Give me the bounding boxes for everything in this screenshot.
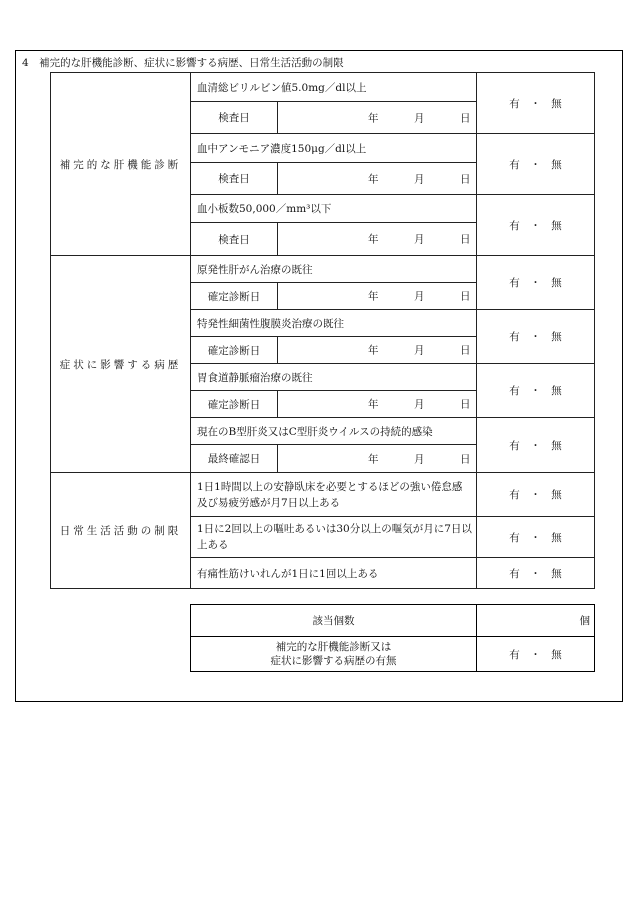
category-history-label: 症状に影響する病歴 — [51, 256, 191, 473]
date-field[interactable] — [278, 283, 477, 310]
yes-no-vomiting[interactable]: 有 ・ 無 — [477, 517, 595, 558]
item-hepatitis-infection: 現在のB型肝炎又はC型肝炎ウイルスの持続的感染 — [191, 418, 477, 445]
presence-label-line1: 補完的な肝機能診断又は — [275, 641, 392, 653]
yes-no-ammonia[interactable]: 有 ・ 無 — [477, 134, 595, 195]
category-daily-label: 日常生活活動の制限 — [51, 473, 191, 589]
item-varices: 胃食道静脈瘤治療の既往 — [191, 364, 477, 391]
category-liver-label: 補完的な肝機能診断 — [51, 73, 191, 256]
item-bilirubin: 血清総ビリルビン値5.0mg／dl以上 — [191, 73, 477, 102]
sub-label-test-date: 検査日 — [191, 102, 278, 134]
sub-label-diagnosis-date: 確定診断日 — [191, 337, 278, 364]
day-unit: 日 — [460, 453, 471, 465]
item-peritonitis: 特発性細菌性腹膜炎治療の既往 — [191, 310, 477, 337]
presence-label — [191, 637, 477, 672]
yes-no-varices[interactable]: 有 ・ 無 — [477, 364, 595, 418]
date-field[interactable] — [278, 337, 477, 364]
sub-label-test-date: 検査日 — [191, 163, 278, 195]
year-unit: 年 — [368, 453, 379, 465]
year-unit: 年 — [368, 112, 379, 124]
date-field[interactable] — [278, 102, 477, 134]
month-unit: 月 — [414, 173, 425, 185]
date-field[interactable] — [278, 445, 477, 473]
year-unit: 年 — [368, 290, 379, 303]
day-unit: 日 — [460, 112, 471, 124]
month-unit: 月 — [414, 290, 425, 303]
month-unit: 月 — [414, 453, 425, 465]
month-unit: 月 — [414, 112, 425, 124]
year-unit: 年 — [368, 173, 379, 185]
yes-no-hepatitis[interactable]: 有 ・ 無 — [477, 418, 595, 473]
date-field[interactable] — [278, 391, 477, 418]
yes-no-cramps[interactable]: 有 ・ 無 — [477, 558, 595, 589]
year-unit: 年 — [368, 398, 379, 411]
sub-label-diagnosis-date: 確定診断日 — [191, 283, 278, 310]
sub-label-last-confirmed-date: 最終確認日 — [191, 445, 278, 473]
yes-no-presence[interactable]: 有 ・ 無 — [477, 637, 595, 672]
presence-label-line2: 症状に影響する病歴の有無 — [270, 655, 397, 667]
year-unit: 年 — [368, 233, 379, 246]
date-field[interactable] — [278, 223, 477, 256]
item-ammonia: 血中アンモニア濃度150μg／dl以上 — [191, 134, 477, 163]
yes-no-liver-cancer[interactable]: 有 ・ 無 — [477, 256, 595, 310]
item-liver-cancer: 原発性肝がん治療の既往 — [191, 256, 477, 283]
applicable-count-field[interactable] — [477, 605, 595, 637]
assessment-table — [50, 72, 595, 589]
year-unit: 年 — [368, 344, 379, 357]
month-unit: 月 — [414, 398, 425, 411]
yes-no-platelets[interactable]: 有 ・ 無 — [477, 195, 595, 256]
day-unit: 日 — [460, 290, 471, 303]
sub-label-diagnosis-date: 確定診断日 — [191, 391, 278, 418]
yes-no-bilirubin[interactable]: 有 ・ 無 — [477, 73, 595, 134]
applicable-count-label: 該当個数 — [191, 605, 477, 637]
section-title: 4 補完的な肝機能診断、症状に影響する病歴、日常生活活動の制限 — [22, 57, 344, 69]
sub-label-test-date: 検査日 — [191, 223, 278, 256]
yes-no-peritonitis[interactable]: 有 ・ 無 — [477, 310, 595, 364]
day-unit: 日 — [460, 398, 471, 411]
item-muscle-cramps: 有痛性筋けいれんが1日に1回以上ある — [191, 558, 477, 589]
month-unit: 月 — [414, 344, 425, 357]
day-unit: 日 — [460, 344, 471, 357]
item-platelets: 血小板数50,000／mm³以下 — [191, 195, 477, 223]
item-fatigue: 1日1時間以上の安静臥床を必要とするほどの強い倦怠感及び易疲労感が月7日以上ある — [191, 473, 477, 517]
date-field[interactable] — [278, 163, 477, 195]
summary-table — [190, 604, 595, 672]
month-unit: 月 — [414, 233, 425, 246]
yes-no-fatigue[interactable]: 有 ・ 無 — [477, 473, 595, 517]
count-unit: 個 — [579, 615, 590, 627]
item-vomiting: 1日に2回以上の嘔吐あるいは30分以上の嘔気が月に7日以上ある — [191, 517, 477, 558]
day-unit: 日 — [460, 233, 471, 246]
day-unit: 日 — [460, 173, 471, 185]
